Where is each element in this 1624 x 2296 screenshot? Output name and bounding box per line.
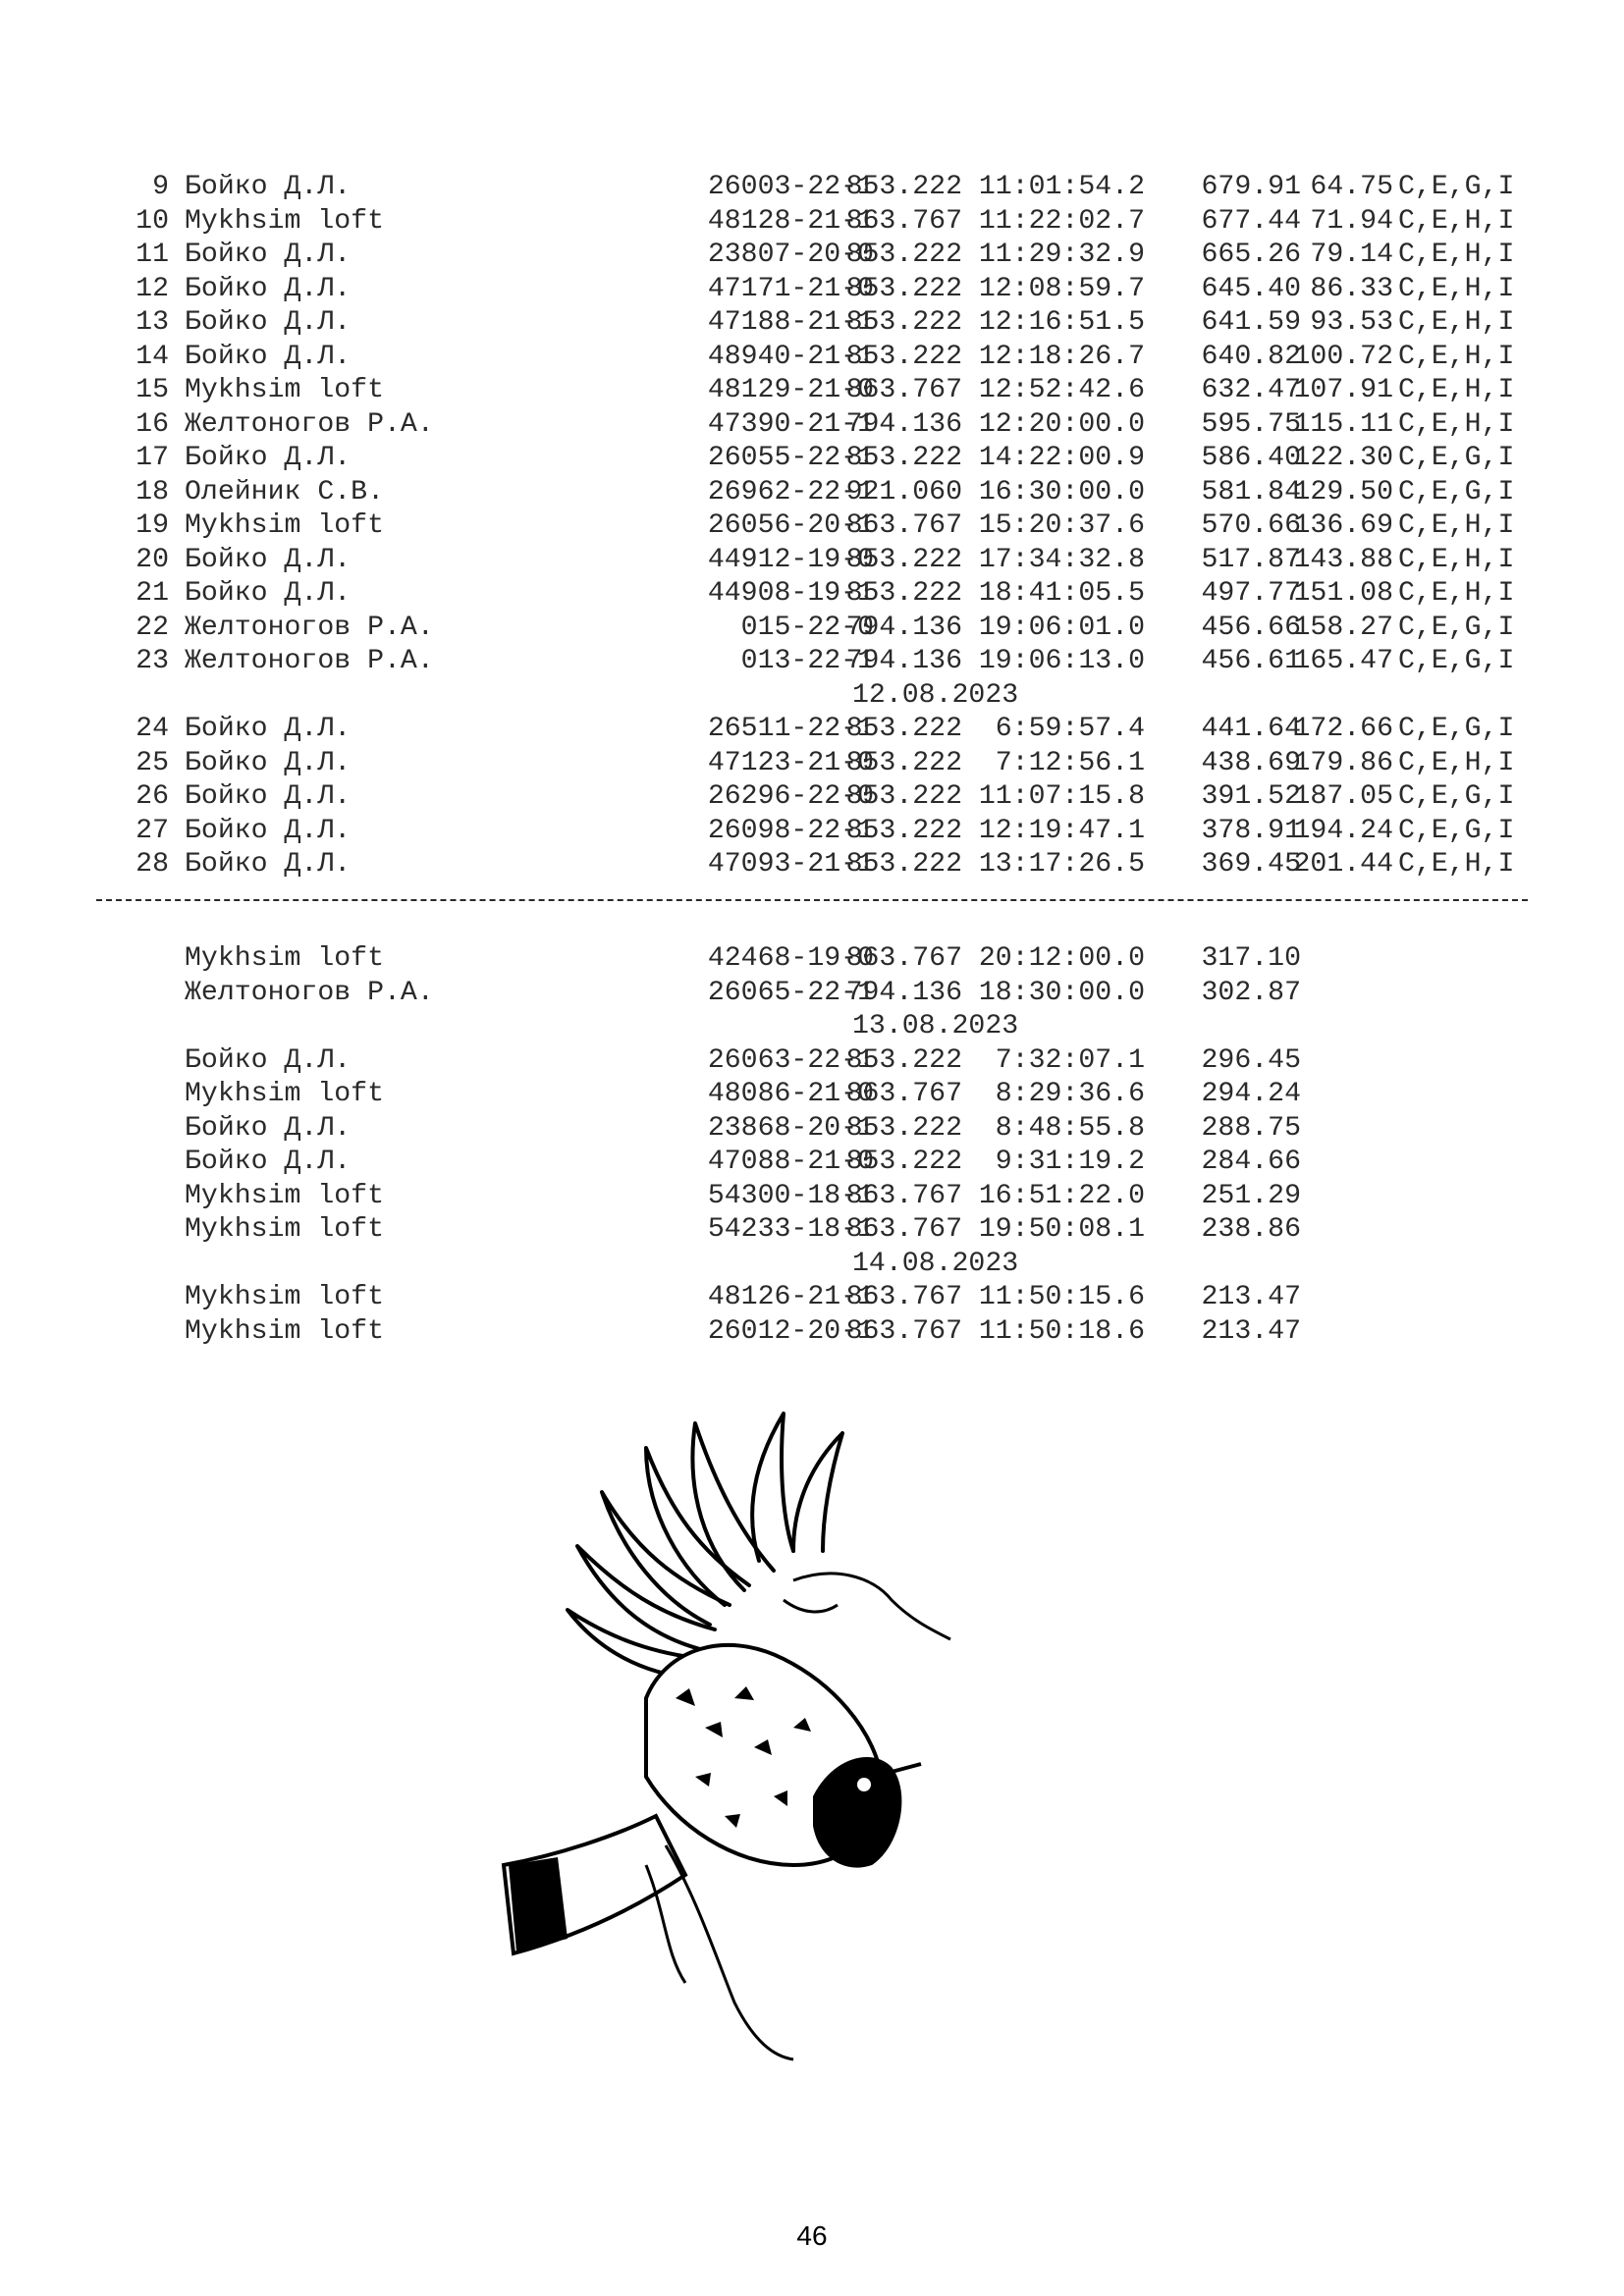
position-cell: 11	[135, 240, 169, 270]
categories-cell: C,E,H,I	[1398, 510, 1515, 541]
table-row	[130, 977, 1563, 1011]
ring-number-cell: 48940-21-1	[707, 341, 874, 372]
arrival-time-cell: 18:41:05.5	[978, 578, 1145, 609]
position-cell: 26	[135, 781, 169, 812]
speed-cell: 645.40	[1201, 273, 1301, 304]
distance-cell: 853.222	[845, 1044, 962, 1076]
table-row	[130, 1146, 1563, 1180]
arrival-time-cell: 12:52:42.6	[978, 375, 1145, 405]
speed-cell: 213.47	[1201, 1282, 1301, 1312]
ring-number-cell: 26962-22-1	[707, 476, 874, 507]
speed-cell: 517.87	[1201, 544, 1301, 575]
fancier-name-cell: Бойко Д.Л.	[185, 849, 352, 880]
ring-number-cell: 48128-21-1	[707, 205, 874, 237]
ring-number-cell: 26063-22-1	[707, 1044, 874, 1076]
coefficient-cell: 194.24	[1293, 815, 1393, 846]
table-row	[130, 205, 1563, 240]
date-label: 12.08.2023	[852, 679, 1019, 711]
coefficient-cell: 115.11	[1293, 408, 1393, 440]
fancier-name-cell: Бойко Д.Л.	[185, 714, 352, 744]
fancier-name-cell: Бойко Д.Л.	[185, 781, 352, 812]
arrival-time-cell: 11:07:15.8	[978, 781, 1145, 812]
distance-cell: 794.136	[845, 612, 962, 643]
distance-cell: 853.222	[845, 578, 962, 609]
position-cell: 12	[135, 273, 169, 304]
coefficient-cell: 201.44	[1293, 849, 1393, 880]
fancier-name-cell: Mykhsim loft	[185, 1282, 384, 1312]
coefficient-cell: 179.86	[1293, 747, 1393, 778]
arrival-time-cell: 19:06:13.0	[978, 646, 1145, 676]
arrival-time-cell: 11:29:32.9	[978, 240, 1145, 270]
categories-cell: C,E,G,I	[1398, 646, 1515, 676]
fancier-name-cell: Бойко Д.Л.	[185, 578, 352, 609]
distance-cell: 863.767	[845, 1315, 962, 1347]
date-label: 13.08.2023	[852, 1011, 1019, 1041]
table-row	[130, 341, 1563, 375]
fancier-name-cell: Бойко Д.Л.	[185, 240, 352, 270]
categories-cell: C,E,G,I	[1398, 815, 1515, 846]
distance-cell: 853.222	[845, 747, 962, 778]
position-cell: 13	[135, 307, 169, 338]
categories-cell: C,E,H,I	[1398, 849, 1515, 880]
table-row	[130, 645, 1563, 679]
ring-number-cell: 26055-22-1	[707, 443, 874, 473]
table-row	[130, 374, 1563, 408]
ring-number-cell: 47390-21-1	[707, 408, 874, 440]
ring-number-cell: 015-22-0	[740, 612, 874, 643]
fancier-name-cell: Mykhsim loft	[185, 375, 384, 405]
arrival-time-cell: 19:50:08.1	[978, 1214, 1145, 1245]
categories-cell: C,E,H,I	[1398, 544, 1515, 575]
distance-cell: 853.222	[845, 815, 962, 846]
speed-cell: 302.87	[1201, 977, 1301, 1008]
categories-cell: C,E,G,I	[1398, 612, 1515, 643]
ring-number-cell: 47088-21-0	[707, 1147, 874, 1177]
table-row	[130, 1180, 1563, 1214]
position-cell: 14	[135, 341, 169, 372]
speed-cell: 456.61	[1201, 646, 1301, 676]
distance-cell: 853.222	[845, 781, 962, 812]
distance-cell: 863.767	[845, 1214, 962, 1245]
ring-number-cell: 26065-22-1	[707, 977, 874, 1008]
coefficient-cell: 136.69	[1293, 510, 1393, 541]
arrival-time-cell: 12:18:26.7	[978, 341, 1145, 372]
arrival-time-cell: 13:17:26.5	[978, 849, 1145, 880]
table-divider	[96, 899, 1528, 901]
categories-cell: C,E,G,I	[1398, 781, 1515, 812]
table-row	[130, 1112, 1563, 1147]
table-row	[130, 1078, 1563, 1112]
coefficient-cell: 122.30	[1293, 443, 1393, 473]
arrival-time-cell: 16:51:22.0	[978, 1180, 1145, 1211]
fancier-name-cell: Желтоногов Р.А.	[185, 408, 434, 440]
arrival-time-cell: 16:30:00.0	[978, 476, 1145, 507]
position-cell: 27	[135, 815, 169, 846]
distance-cell: 853.222	[845, 544, 962, 575]
position-cell: 24	[135, 714, 169, 744]
table-row	[130, 544, 1563, 578]
position-cell: 25	[135, 747, 169, 778]
distance-cell: 794.136	[845, 977, 962, 1008]
ring-number-cell: 013-22-1	[740, 646, 874, 676]
speed-cell: 679.91	[1201, 172, 1301, 202]
table-row	[130, 171, 1563, 205]
ring-number-cell: 44912-19-0	[707, 544, 874, 575]
speed-cell: 595.75	[1201, 408, 1301, 440]
results-table	[130, 171, 1563, 882]
ring-number-cell: 26511-22-1	[707, 714, 874, 744]
ring-number-cell: 42468-19-0	[707, 943, 874, 974]
table-row	[130, 273, 1563, 307]
table-row	[130, 1044, 1563, 1079]
position-cell: 16	[135, 408, 169, 440]
fancier-name-cell: Mykhsim loft	[185, 510, 384, 541]
distance-cell: 853.222	[845, 714, 962, 744]
date-separator	[130, 679, 1563, 714]
categories-cell: C,E,G,I	[1398, 172, 1515, 202]
additional-arrivals-list	[130, 942, 1563, 1349]
table-row	[130, 780, 1563, 815]
ring-number-cell: 26003-22-1	[707, 172, 874, 202]
arrival-time-cell: 17:34:32.8	[978, 544, 1145, 575]
arrival-time-cell: 12:08:59.7	[978, 273, 1145, 304]
speed-cell: 586.40	[1201, 443, 1301, 473]
arrival-time-cell: 20:12:00.0	[978, 943, 1145, 974]
distance-cell: 853.222	[845, 1112, 962, 1144]
speed-cell: 251.29	[1201, 1180, 1301, 1211]
table-row	[130, 408, 1563, 443]
distance-cell: 853.222	[845, 172, 962, 202]
arrival-time-cell: 8:48:55.8	[995, 1112, 1145, 1144]
fancier-name-cell: Бойко Д.Л.	[185, 1112, 352, 1144]
speed-cell: 632.47	[1201, 375, 1301, 405]
position-cell: 17	[135, 443, 169, 473]
speed-cell: 665.26	[1201, 240, 1301, 270]
distance-cell: 853.222	[845, 849, 962, 880]
table-row	[130, 713, 1563, 747]
speed-cell: 213.47	[1201, 1315, 1301, 1347]
fancier-name-cell: Mykhsim loft	[185, 943, 384, 974]
arrival-time-cell: 11:50:15.6	[978, 1282, 1145, 1312]
distance-cell: 853.222	[845, 307, 962, 338]
arrival-time-cell: 6:59:57.4	[995, 714, 1145, 744]
fancier-name-cell: Желтоногов Р.А.	[185, 977, 434, 1008]
categories-cell: C,E,G,I	[1398, 714, 1515, 744]
date-separator	[130, 1010, 1563, 1044]
ring-number-cell: 26056-20-1	[707, 510, 874, 541]
ring-number-cell: 23868-20-1	[707, 1112, 874, 1144]
fancier-name-cell: Mykhsim loft	[185, 1315, 384, 1347]
distance-cell: 863.767	[845, 510, 962, 541]
categories-cell: C,E,H,I	[1398, 240, 1515, 270]
speed-cell: 640.82	[1201, 341, 1301, 372]
coefficient-cell: 107.91	[1293, 375, 1393, 405]
distance-cell: 794.136	[845, 408, 962, 440]
table-row	[130, 239, 1563, 273]
fancier-name-cell: Олейник С.В.	[185, 476, 384, 507]
fancier-name-cell: Бойко Д.Л.	[185, 1044, 352, 1076]
distance-cell: 853.222	[845, 273, 962, 304]
categories-cell: C,E,H,I	[1398, 408, 1515, 440]
fancier-name-cell: Бойко Д.Л.	[185, 544, 352, 575]
table-row	[130, 1281, 1563, 1315]
coefficient-cell: 64.75	[1310, 172, 1393, 202]
categories-cell: C,E,G,I	[1398, 476, 1515, 507]
speed-cell: 570.66	[1201, 510, 1301, 541]
table-row	[130, 1315, 1563, 1350]
fancier-name-cell: Mykhsim loft	[185, 1180, 384, 1211]
coefficient-cell: 158.27	[1293, 612, 1393, 643]
categories-cell: C,E,H,I	[1398, 578, 1515, 609]
fancier-name-cell: Бойко Д.Л.	[185, 1147, 352, 1177]
coefficient-cell: 129.50	[1293, 476, 1393, 507]
pigeon-in-hand-icon	[499, 1404, 1009, 2061]
distance-cell: 863.767	[845, 1282, 962, 1312]
table-row	[130, 1213, 1563, 1248]
table-row	[130, 942, 1563, 977]
speed-cell: 438.69	[1201, 747, 1301, 778]
arrival-time-cell: 11:22:02.7	[978, 205, 1145, 237]
distance-cell: 921.060	[845, 476, 962, 507]
fancier-name-cell: Бойко Д.Л.	[185, 172, 352, 202]
distance-cell: 863.767	[845, 1079, 962, 1109]
position-cell: 18	[135, 476, 169, 507]
speed-cell: 296.45	[1201, 1044, 1301, 1076]
ring-number-cell: 48129-21-0	[707, 375, 874, 405]
distance-cell: 853.222	[845, 341, 962, 372]
distance-cell: 853.222	[845, 240, 962, 270]
categories-cell: C,E,H,I	[1398, 307, 1515, 338]
arrival-time-cell: 12:16:51.5	[978, 307, 1145, 338]
ring-number-cell: 48126-21-1	[707, 1282, 874, 1312]
fancier-name-cell: Mykhsim loft	[185, 205, 384, 237]
position-cell: 20	[135, 544, 169, 575]
arrival-time-cell: 18:30:00.0	[978, 977, 1145, 1008]
categories-cell: C,E,G,I	[1398, 443, 1515, 473]
fancier-name-cell: Бойко Д.Л.	[185, 307, 352, 338]
ring-number-cell: 26012-20-1	[707, 1315, 874, 1347]
categories-cell: C,E,H,I	[1398, 341, 1515, 372]
table-row	[130, 815, 1563, 849]
date-separator	[130, 1248, 1563, 1282]
arrival-time-cell: 11:50:18.6	[978, 1315, 1145, 1347]
position-cell: 15	[135, 375, 169, 405]
ring-number-cell: 47188-21-1	[707, 307, 874, 338]
fancier-name-cell: Бойко Д.Л.	[185, 273, 352, 304]
fancier-name-cell: Бойко Д.Л.	[185, 341, 352, 372]
arrival-time-cell: 7:12:56.1	[995, 747, 1145, 778]
fancier-name-cell: Бойко Д.Л.	[185, 443, 352, 473]
speed-cell: 294.24	[1201, 1079, 1301, 1109]
table-row	[130, 509, 1563, 544]
coefficient-cell: 93.53	[1310, 307, 1393, 338]
speed-cell: 378.91	[1201, 815, 1301, 846]
coefficient-cell: 187.05	[1293, 781, 1393, 812]
speed-cell: 497.77	[1201, 578, 1301, 609]
position-cell: 23	[135, 646, 169, 676]
fancier-name-cell: Mykhsim loft	[185, 1214, 384, 1245]
ring-number-cell: 47093-21-1	[707, 849, 874, 880]
speed-cell: 441.64	[1201, 714, 1301, 744]
fancier-name-cell: Желтоногов Р.А.	[185, 646, 434, 676]
distance-cell: 863.767	[845, 1180, 962, 1211]
table-row	[130, 577, 1563, 612]
arrival-time-cell: 9:31:19.2	[995, 1147, 1145, 1177]
speed-cell: 581.84	[1201, 476, 1301, 507]
distance-cell: 863.767	[845, 375, 962, 405]
page-number: 46	[796, 2220, 828, 2251]
table-row	[130, 747, 1563, 781]
categories-cell: C,E,H,I	[1398, 205, 1515, 237]
position-cell: 9	[152, 172, 169, 202]
ring-number-cell: 23807-20-0	[707, 240, 874, 270]
position-cell: 22	[135, 612, 169, 643]
speed-cell: 317.10	[1201, 943, 1301, 974]
ring-number-cell: 54300-18-1	[707, 1180, 874, 1211]
coefficient-cell: 165.47	[1293, 646, 1393, 676]
position-cell: 21	[135, 578, 169, 609]
coefficient-cell: 100.72	[1293, 341, 1393, 372]
date-label: 14.08.2023	[852, 1248, 1019, 1279]
ring-number-cell: 26296-22-0	[707, 781, 874, 812]
speed-cell: 238.86	[1201, 1214, 1301, 1245]
coefficient-cell: 172.66	[1293, 714, 1393, 744]
speed-cell: 391.52	[1201, 781, 1301, 812]
table-row	[130, 306, 1563, 341]
speed-cell: 284.66	[1201, 1147, 1301, 1177]
ring-number-cell: 44908-19-1	[707, 578, 874, 609]
fancier-name-cell: Mykhsim loft	[185, 1079, 384, 1109]
arrival-time-cell: 11:01:54.2	[978, 172, 1145, 202]
arrival-time-cell: 12:19:47.1	[978, 815, 1145, 846]
fancier-name-cell: Бойко Д.Л.	[185, 815, 352, 846]
coefficient-cell: 79.14	[1310, 240, 1393, 270]
ring-number-cell: 47171-21-0	[707, 273, 874, 304]
speed-cell: 677.44	[1201, 205, 1301, 237]
categories-cell: C,E,H,I	[1398, 375, 1515, 405]
ring-number-cell: 54233-18-1	[707, 1214, 874, 1245]
table-row	[130, 612, 1563, 646]
arrival-time-cell: 19:06:01.0	[978, 612, 1145, 643]
fancier-name-cell: Желтоногов Р.А.	[185, 612, 434, 643]
table-row	[130, 476, 1563, 510]
speed-cell: 456.66	[1201, 612, 1301, 643]
coefficient-cell: 143.88	[1293, 544, 1393, 575]
position-cell: 28	[135, 849, 169, 880]
arrival-time-cell: 12:20:00.0	[978, 408, 1145, 440]
fancier-name-cell: Бойко Д.Л.	[185, 747, 352, 778]
distance-cell: 853.222	[845, 443, 962, 473]
ring-number-cell: 26098-22-1	[707, 815, 874, 846]
speed-cell: 288.75	[1201, 1112, 1301, 1144]
position-cell: 10	[135, 205, 169, 237]
categories-cell: C,E,H,I	[1398, 747, 1515, 778]
coefficient-cell: 86.33	[1310, 273, 1393, 304]
ring-number-cell: 48086-21-0	[707, 1079, 874, 1109]
speed-cell: 369.45	[1201, 849, 1301, 880]
distance-cell: 863.767	[845, 943, 962, 974]
position-cell: 19	[135, 510, 169, 541]
distance-cell: 853.222	[845, 1147, 962, 1177]
table-row	[130, 442, 1563, 476]
distance-cell: 863.767	[845, 205, 962, 237]
speed-cell: 641.59	[1201, 307, 1301, 338]
coefficient-cell: 71.94	[1310, 205, 1393, 237]
arrival-time-cell: 15:20:37.6	[978, 510, 1145, 541]
arrival-time-cell: 7:32:07.1	[995, 1044, 1145, 1076]
categories-cell: C,E,H,I	[1398, 273, 1515, 304]
distance-cell: 794.136	[845, 646, 962, 676]
arrival-time-cell: 14:22:00.9	[978, 443, 1145, 473]
coefficient-cell: 151.08	[1293, 578, 1393, 609]
table-row	[130, 848, 1563, 882]
ring-number-cell: 47123-21-0	[707, 747, 874, 778]
arrival-time-cell: 8:29:36.6	[995, 1079, 1145, 1109]
